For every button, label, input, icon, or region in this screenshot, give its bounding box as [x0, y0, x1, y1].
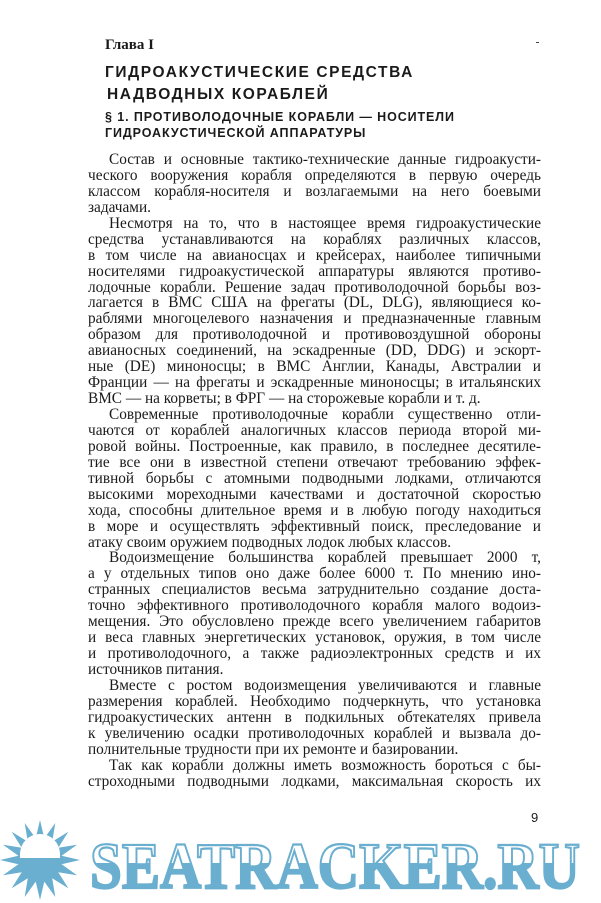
text-line: ровой войны. Построенные, как правило, в последнее десятиле-: [88, 437, 541, 455]
text-line: мещения. Это обусловлено прежде всего увеличением габаритов: [88, 613, 541, 631]
text-line: строходными подводными лодками, максимальная скорость их: [88, 772, 541, 790]
text-line: Современные противолодочные корабли существенно отли-: [109, 406, 541, 423]
paragraph: [88, 550, 541, 678]
text-line: чаются от кораблей аналогичных классов периода второй ми-: [88, 421, 541, 439]
text-line: задачами.: [88, 198, 151, 216]
text-line: тивной борьбы с атомными подводными лодками, отличаются: [88, 469, 541, 487]
text-line: ВМС — на корветы; в ФРГ — на сторожевые корабли и т. д.: [88, 390, 481, 408]
text-line: классом корабля-носителя и возлагаемыми на него боевыми: [88, 182, 541, 200]
text-line: странных специалистов весьма затруднительно создание доста-: [88, 581, 541, 599]
paragraph: [88, 758, 541, 790]
chapter-label: Глава I: [105, 37, 154, 53]
text-line: к увеличению осадки противолодочных кораблей и вызвала до-: [88, 724, 541, 742]
text-line: высокими мореходными качествами и достаточной скоростью: [88, 485, 541, 503]
text-line: Водоизмещение большинства кораблей превышает 2000 т,: [109, 549, 541, 567]
text-line: в море и осуществлять эффективный поиск, преследование и: [88, 517, 541, 535]
text-line: Состав и основные тактико-технические данные гидроакусти-: [109, 151, 541, 168]
chapter-title-line-1: ГИДРОАКУСТИЧЕСКИЕ СРЕДСТВА: [105, 64, 414, 81]
scan-mark: [536, 42, 539, 43]
text-line: Франции — на фрегаты и эскадренные миноносцы; в итальянских: [88, 374, 541, 392]
text-line: ческого вооружения корабля определяются в первую очередь: [88, 166, 541, 184]
paragraph: [88, 407, 541, 550]
paragraph: [88, 678, 541, 758]
text-line: размерения кораблей. Необходимо подчеркнуть, что установка: [88, 692, 541, 710]
text-line: атаку своим оружием подводных лодок любых классов.: [88, 533, 452, 551]
page-number: 9: [531, 810, 539, 825]
section-heading-line-2: ГИДРОАКУСТИЧЕСКОЙ АППАРАТУРЫ: [105, 126, 367, 140]
text-line: и противолодочного, а также радиоэлектронных средств и их: [88, 645, 541, 663]
text-line: гидроакустических антенн в подкильных обтекателях привела: [88, 708, 541, 726]
text-line: образом для противолодочной и противовоздушной обороны: [88, 326, 541, 344]
svg-text:SEATRACKER.RU: SEATRACKER.RU: [90, 830, 580, 903]
text-line: полнительные трудности при их ремонте и базировании.: [88, 740, 459, 758]
sun-icon: [0, 820, 80, 900]
text-line: тие все они в известной степени отвечают требованию эффек-: [88, 453, 541, 471]
body-text: [88, 152, 541, 790]
seatracker-watermark-logo: [0, 820, 601, 903]
text-line: раблями многоцелевого назначения и предназначенные главным: [88, 310, 541, 328]
text-line: хода, способны длительное время и в любую погоду находиться: [88, 501, 541, 519]
text-line: Так как корабли должны иметь возможность бороться с бы-: [109, 756, 541, 774]
text-line: носителями гидроакустической аппаратуры являются противо-: [88, 262, 541, 280]
text-line: источников питания.: [88, 661, 224, 678]
paragraph: [88, 216, 541, 407]
text-line: лагается в ВМС США на фрегаты (DL, DLG), являющиеся ко-: [88, 294, 541, 312]
chapter-title-line-2: НАДВОДНЫХ КОРАБЛЕЙ: [107, 86, 330, 103]
text-line: а у отдельных типов оно даже более 6000 т. По мнению ино-: [88, 565, 541, 583]
text-line: средства устанавливаются на кораблях различных классов,: [88, 230, 541, 248]
text-line: авианосных соединений, на эскадренные (DD, DDG) и эскорт-: [88, 342, 541, 360]
text-line: лодочные корабли. Решение задач противолодочной борьбы воз-: [88, 278, 541, 296]
text-line: и веса главных энергетических установок, оружия, в том числе: [88, 629, 541, 647]
text-line: ные (DE) миноносцы; в ВМС Англии, Канады, Австралии и: [88, 358, 541, 376]
text-line: в том числе на авианосцах и крейсерах, наиболее типичными: [88, 246, 541, 264]
paragraph: [88, 152, 541, 216]
text-line: точно эффективного противолодочного корабля малого водоиз-: [88, 597, 541, 615]
text-line: Несмотря на то, что в настоящее время гидроакустические: [109, 214, 541, 232]
section-heading-line-1: § 1. ПРОТИВОЛОДОЧНЫЕ КОРАБЛИ — НОСИТЕЛИ: [105, 110, 455, 124]
text-line: Вместе с ростом водоизмещения увеличиваются и главные: [109, 676, 541, 694]
